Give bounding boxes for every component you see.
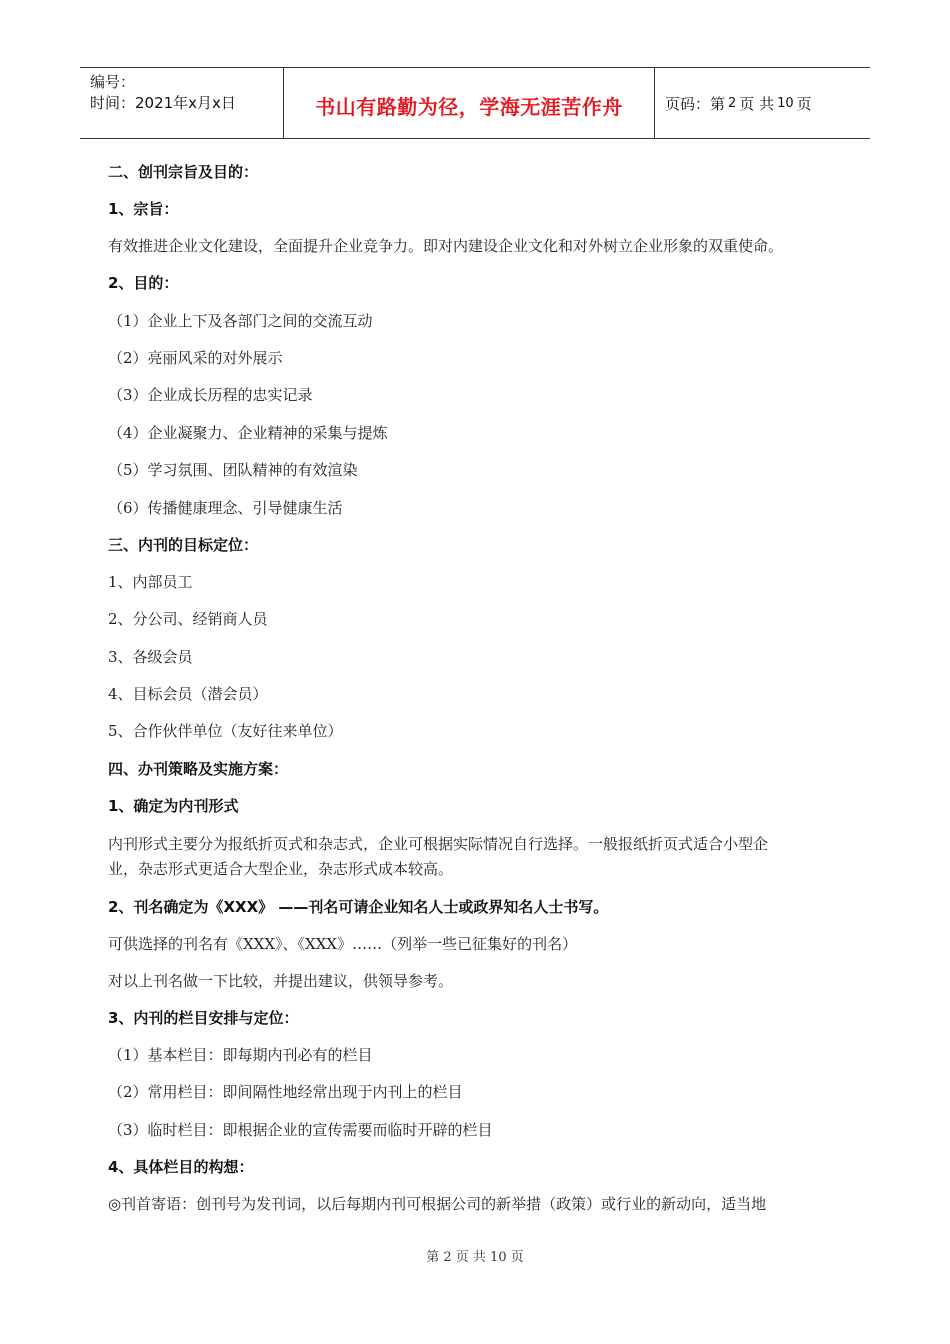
- page-footer: 第 2 页 共 10 页: [426, 1250, 524, 1265]
- list-item: （3）临时栏目：即根据企业的宣传需要而临时开辟的栏目: [108, 1121, 493, 1139]
- paragraph: ◎刊首寄语：创刊号为发刊词，以后每期内刊可根据公司的新举措（政策）或行业的新动向，适当地: [108, 1195, 767, 1213]
- list-item: 3、各级会员: [108, 648, 193, 666]
- list-item: （3）企业成长历程的忠实记录: [108, 386, 313, 404]
- header-page-cell: [655, 68, 870, 138]
- list-item: （6）传播健康理念、引导健康生活: [108, 499, 343, 517]
- list-item: （2）常用栏目：即间隔性地经常出现于内刊上的栏目: [108, 1083, 463, 1101]
- page-total: 10: [777, 95, 794, 111]
- page-current: 2: [728, 95, 737, 111]
- paragraph: 内刊形式主要分为报纸折页式和杂志式，企业可根据实际情况自行选择。一般报纸折页式适合小型企: [108, 835, 769, 853]
- subheading: 1、宗旨：: [108, 200, 179, 218]
- paragraph: 对以上刊名做一下比较，并提出建议，供领导参考。: [108, 972, 454, 990]
- paragraph: 业，杂志形式更适合大型企业，杂志形式成本较高。: [108, 860, 454, 878]
- list-item: （4）企业凝聚力、企业精神的采集与提炼: [108, 424, 388, 442]
- paragraph: 可供选择的刊名有《XXX》、《XXX》……（列举一些已征集好的刊名）: [108, 935, 578, 953]
- subheading: 3、内刊的栏目安排与定位：: [108, 1009, 299, 1027]
- list-item: 1、内部员工: [108, 573, 193, 591]
- section-heading: 二、创刊宗旨及目的：: [108, 163, 259, 181]
- subheading: 1、确定为内刊形式: [108, 797, 239, 815]
- subheading: 4、具体栏目的构想：: [108, 1158, 254, 1176]
- page-mid: 页 共: [739, 94, 775, 113]
- list-item: （2）亮丽风采的对外展示: [108, 349, 283, 367]
- list-item: （1）基本栏目：即每期内刊必有的栏目: [108, 1046, 373, 1064]
- section-heading: 四、办刊策略及实施方案：: [108, 760, 289, 778]
- header-info-cell: [80, 68, 283, 138]
- page-end: 页: [796, 94, 812, 113]
- section-heading: 三、内刊的目标定位：: [108, 536, 259, 554]
- list-item: （5）学习氛围、团队精神的有效渲染: [108, 461, 358, 479]
- list-item: 5、合作伙伴单位（友好往来单位）: [108, 722, 343, 740]
- list-item: （1）企业上下及各部门之间的交流互动: [108, 312, 373, 330]
- motto-text: 书山有路勤为径，学海无涯苦作舟: [315, 94, 623, 119]
- serial-number-label: 编号：: [90, 73, 136, 91]
- subheading: 2、目的：: [108, 274, 179, 292]
- paragraph: 有效推进企业文化建设，全面提升企业竞争力。即对内建设企业文化和对外树立企业形象的双重使命。: [108, 237, 784, 255]
- subheading: 2、刊名确定为《XXX》 ——刊名可请企业知名人士或政界知名人士书写。: [108, 898, 609, 916]
- page-label: 页码：第: [665, 94, 726, 113]
- list-item: 4、目标会员（潜会员）: [108, 685, 268, 703]
- list-item: 2、分公司、经销商人员: [108, 610, 268, 628]
- page-header: [80, 67, 870, 139]
- header-motto-cell: [283, 68, 655, 138]
- time-label: 时间：2021年x月x日: [90, 94, 236, 112]
